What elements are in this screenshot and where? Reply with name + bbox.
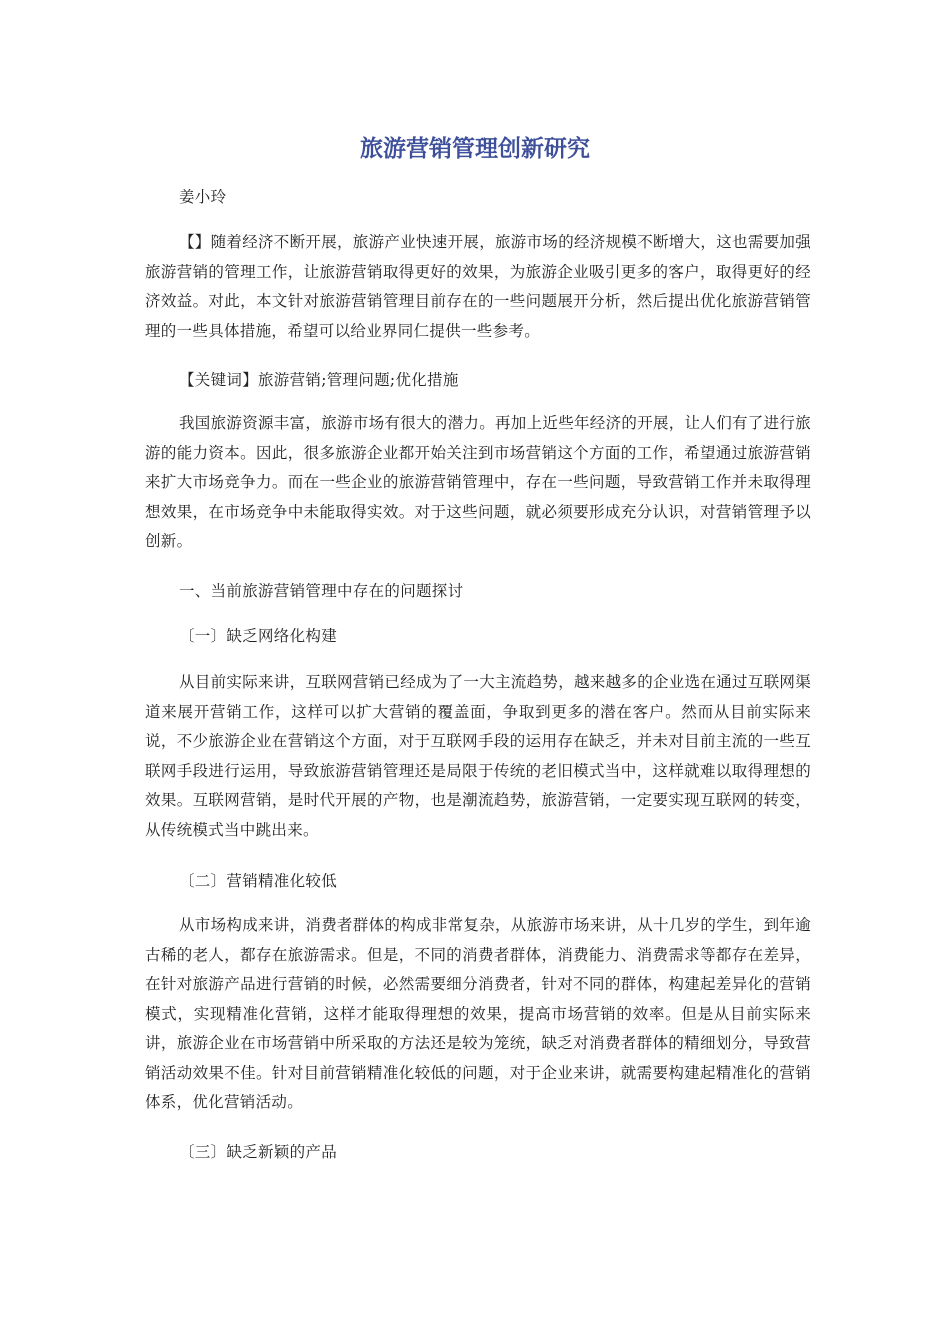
- abstract-paragraph: 【】随着经济不断开展，旅游产业快速开展，旅游市场的经济规模不断增大，这也需要加强旅游营销的管理工作，让旅游营销取得更好的效果，为旅游企业吸引更多的客户，取得更好的经济效益。对此，本文针对旅游营销管理目前存在的一些问题展开分析，然后提出优化旅游营销管理的一些具体措施，希望可以给业界同仁提供一些参考。: [145, 233, 812, 340]
- intro-paragraph: 我国旅游资源丰富，旅游市场有很大的潜力。再加上近些年经济的开展，让人们有了进行旅游的能力资本。因此，很多旅游企业都开始关注到市场营销这个方面的工作，希望通过旅游营销来扩大市场竞争力。而在一些企业的旅游营销管理中，存在一些问题，导致营销工作并未取得理想效果，在市场竞争中未能取得实效。对于这些问题，就必须要形成充分认识，对营销管理予以创新。: [145, 414, 812, 550]
- subsection-heading-2: 〔二〕营销精准化较低: [179, 872, 338, 890]
- subsection-1-paragraph: 从目前实际来讲，互联网营销已经成为了一大主流趋势，越来越多的企业选在通过互联网渠道来展开营销工作，这样可以扩大营销的覆盖面，争取到更多的潜在客户。然而从目前实际来说，不少旅游企业在营销这个方面，对于互联网手段的运用存在缺乏，并未对目前主流的一些互联网手段进行运用，导致旅游营销管理还是局限于传统的老旧模式当中，这样就难以取得理想的效果。互联网营销，是时代开展的产物，也是潮流趋势，旅游营销，一定要实现互联网的转变，从传统模式当中跳出来。: [145, 673, 812, 839]
- subsection-heading-1: 〔一〕缺乏网络化构建: [179, 627, 338, 645]
- subsection-2-paragraph: 从市场构成来讲，消费者群体的构成非常复杂，从旅游市场来讲，从十几岁的学生，到年逾古稀的老人，都存在旅游需求。但是，不同的消费者群体，消费能力、消费需求等都存在差异，在针对旅游产品进行营销的时候，必然需要细分消费者，针对不同的群体，构建起差异化的营销模式，实现精准化营销，这样才能取得理想的效果，提高市场营销的效率。但是从目前实际来讲，旅游企业在市场营销中所采取的方法还是较为笼统，缺乏对消费者群体的精细划分，导致营销活动效果不佳。针对目前营销精准化较低的问题，对于企业来讲，就需要构建起精准化的营销体系，优化营销活动。: [145, 916, 812, 1111]
- section-heading: 一、当前旅游营销管理中存在的问题探讨: [179, 582, 464, 600]
- keywords-line: 【关键词】旅游营销;管理问题;优化措施: [179, 371, 459, 389]
- subsection-heading-3: 〔三〕缺乏新颖的产品: [179, 1143, 338, 1161]
- author-name: 姜小玲: [179, 188, 227, 206]
- document-title: 旅游营销管理创新研究: [360, 136, 590, 162]
